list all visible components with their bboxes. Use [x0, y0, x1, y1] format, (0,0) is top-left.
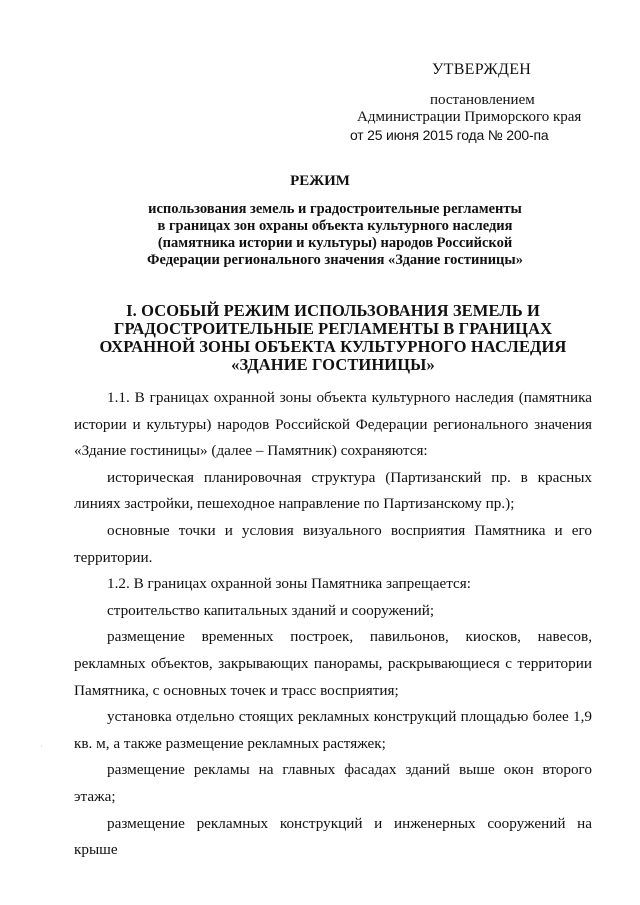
paragraph: историческая планировочная структура (Партизанский пр. в красных линиях застройки, пешеходное направление по Партизанскому пр.); [74, 468, 592, 513]
section-heading-line: ОХРАННОЙ ЗОНЫ ОБЪЕКТА КУЛЬТУРНОГО НАСЛЕДИЯ [99, 337, 567, 356]
paragraph: установка отдельно стоящих рекламных конструкций площадью более 1,9 кв. м, а также размещение рекламных растяжек; [74, 708, 592, 752]
margin-marker: · [40, 742, 43, 751]
paragraph: размещение рекламы на главных фасадах зданий выше окон второго этажа; [74, 761, 592, 805]
document-title: РЕЖИМ [290, 173, 350, 189]
approval-resolution-label: постановлением [430, 92, 535, 108]
paragraph: 1.2. В границах охранной зоны Памятника запрещается: [107, 575, 471, 593]
section-heading [70, 302, 596, 374]
section-heading-line: «ЗДАНИЕ ГОСТИНИЦЫ» [231, 355, 435, 374]
approval-stamp-title: УТВЕРЖДЕН [432, 61, 532, 78]
section-heading-line: ГРАДОСТРОИТЕЛЬНЫЕ РЕГЛАМЕНТЫ В ГРАНИЦАХ [113, 319, 553, 338]
paragraph: размещение временных построек, павильонов, киосков, навесов, рекламных объектов, закрывающих панорамы, раскрывающиеся с территории Памятника, с основных точек и трасс восприятия; [74, 628, 592, 699]
document-body [74, 385, 592, 864]
paragraph: строительство капитальных зданий и сооружений; [107, 601, 435, 619]
paragraph: основные точки и условия визуального восприятия Памятника и его территории. [74, 521, 592, 566]
approval-administration: Администрации Приморского края [357, 109, 582, 125]
subtitle-line: в границах зон охраны объекта культурного наследия [157, 218, 513, 234]
section-heading-line: I. ОСОБЫЙ РЕЖИМ ИСПОЛЬЗОВАНИЯ ЗЕМЕЛЬ И [126, 301, 540, 320]
subtitle-line: использования земель и градостроительные регламенты [148, 201, 522, 217]
paragraph: 1.1. В границах охранной зоны объекта культурного наследия (памятника истории и культуры) народов Российской Федерации регионального значения «Здание гостиницы» (далее – Памятник) сохраняются: [74, 389, 592, 460]
subtitle-line: (памятника истории и культуры) народов Российской [157, 235, 513, 251]
subtitle-line: Федерации регионального значения «Здание гостиницы» [147, 252, 523, 268]
approval-date-number: от 25 июня 2015 года № 200-па [350, 127, 549, 143]
paragraph: размещение рекламных конструкций и инженерных сооружений на крыше [74, 814, 592, 859]
document-subtitle [100, 201, 570, 269]
